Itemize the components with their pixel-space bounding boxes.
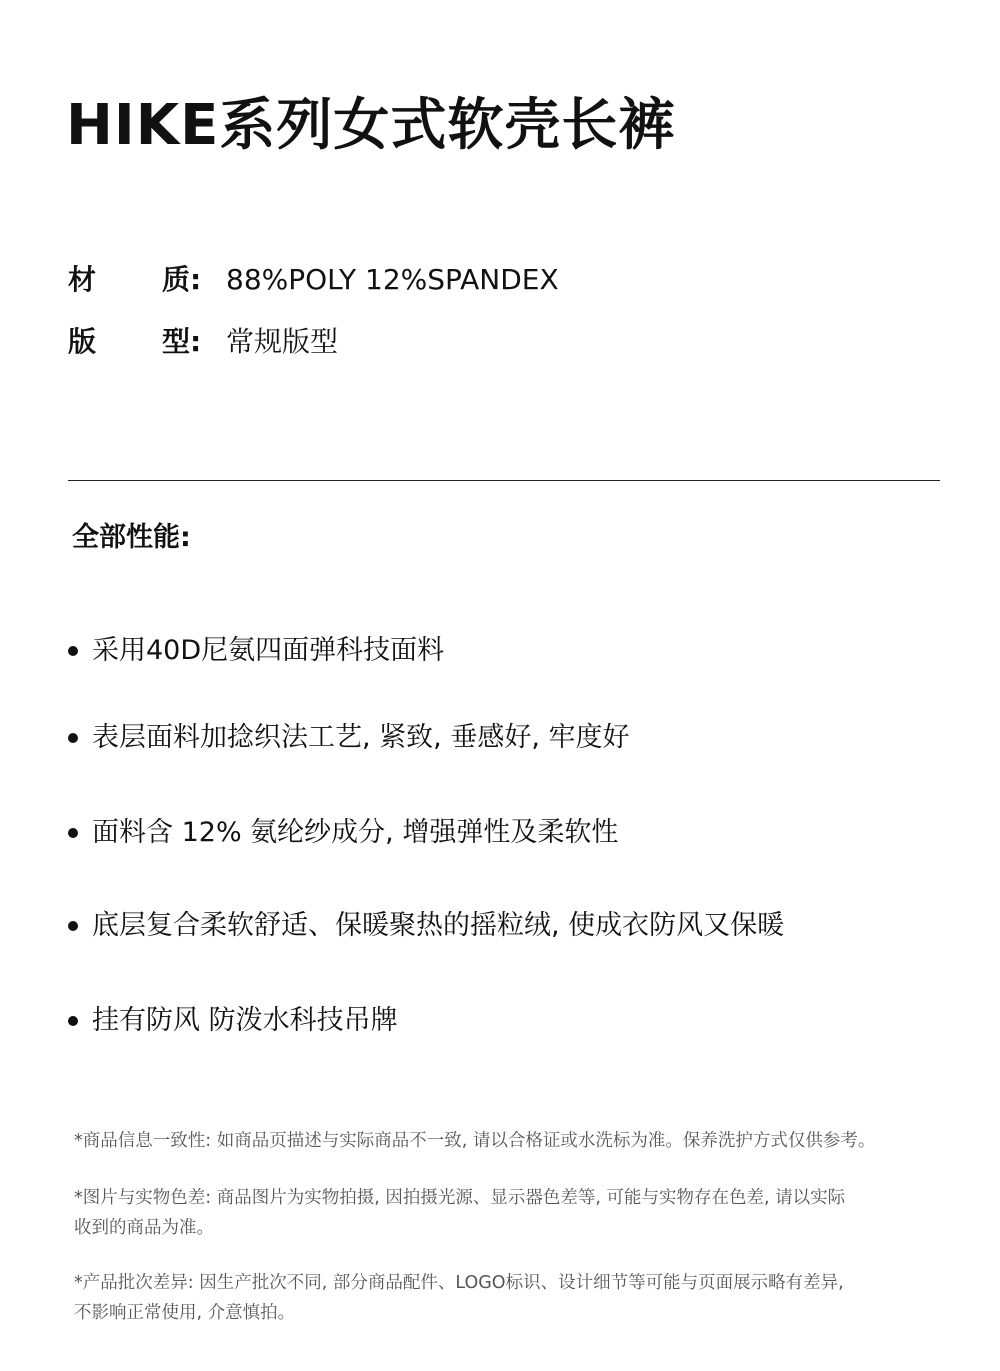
note-batch-difference: [74, 1268, 954, 1328]
spec-label-char: 型:: [162, 325, 202, 358]
feature-text: 采用40D尼氨四面弹科技面料: [92, 635, 445, 666]
note-consistency: [74, 1126, 954, 1156]
spec-value-fit: 常规版型: [226, 325, 339, 358]
note-line: *图片与实物色差: 商品图片为实物拍摄, 因拍摄光源、显示器色差等, 可能与实物存在色差, 请以实际: [74, 1188, 846, 1208]
feature-text: 面料含 12% 氨纶纱成分, 增强弹性及柔软性: [92, 817, 619, 848]
features-heading: 全部性能:: [72, 522, 191, 553]
feature-text: 表层面料加捻织法工艺, 紧致, 垂感好, 牢度好: [92, 722, 630, 753]
note-line: *商品信息一致性: 如商品页描述与实际商品不一致, 请以合格证或水洗标为准。保养洗护方式仅供参考。: [74, 1131, 876, 1151]
bullet-icon: [68, 921, 78, 931]
note-line: *产品批次差异: 因生产批次不同, 部分商品配件、LOGO标识、设计细节等可能与页面展示略有差异,: [74, 1273, 844, 1293]
feature-text: 底层复合柔软舒适、保暖聚热的摇粒绒, 使成衣防风又保暖: [92, 910, 785, 941]
bullet-icon: [68, 733, 78, 743]
bullet-icon: [68, 646, 78, 656]
spec-value-material: 88%POLY 12%SPANDEX: [226, 263, 559, 296]
bullet-icon: [68, 1016, 78, 1026]
spec-label-char: 质:: [162, 263, 202, 296]
spec-label-char: 材: [68, 263, 97, 296]
page-title: HIKE系列女式软壳长裤: [66, 93, 676, 158]
note-line: 收到的商品为准。: [74, 1218, 214, 1238]
spec-label: [68, 260, 228, 300]
note-line: 不影响正常使用, 介意慎拍。: [74, 1303, 296, 1323]
section-divider: [68, 480, 940, 481]
spec-label-char: 版: [68, 325, 97, 358]
bullet-icon: [68, 828, 78, 838]
feature-text: 挂有防风 防泼水科技吊牌: [92, 1005, 398, 1036]
spec-label: [68, 322, 228, 362]
note-color-difference: [74, 1183, 954, 1243]
